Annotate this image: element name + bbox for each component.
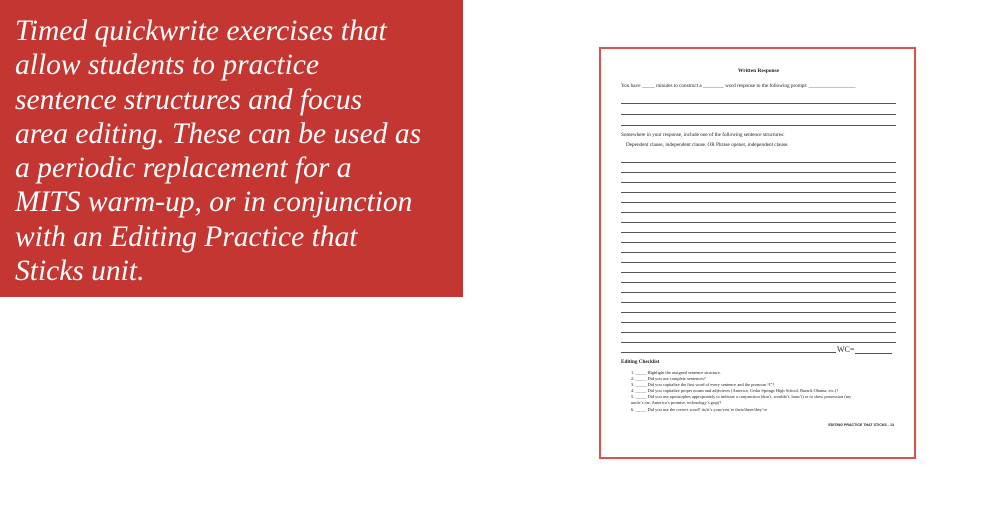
sentence-structure-options: Dependent clause, independent clause. OR Phrase opener, independent clause.: [626, 142, 789, 148]
writing-line: [621, 242, 896, 243]
word-count-label: WC=: [837, 345, 855, 354]
worksheet-footer: EDITING PRACTICE THAT STICKS - 13: [828, 423, 894, 427]
writing-line: [621, 252, 896, 253]
caption-line: Sticks unit.: [15, 255, 145, 288]
checklist-item: 4. _____ Did you capitalize proper nouns and adjectives (America, Cedar Springs High School, Barack Obama, etc.)?: [631, 388, 839, 393]
caption-line: sentence structures and focus: [15, 83, 363, 116]
caption-line: with an Editing Practice that: [15, 220, 358, 253]
writing-line: [621, 332, 896, 333]
caption-line: allow students to practice: [15, 49, 319, 82]
worksheet-title: Written Response: [737, 68, 780, 74]
writing-line: [621, 272, 896, 273]
worksheet-page: [621, 68, 896, 427]
caption-line: area editing. These can be used as: [15, 117, 422, 150]
writing-line: [621, 262, 896, 263]
caption-line: Timed quickwrite exercises that: [15, 15, 387, 47]
checklist-item: 5. _____ Did you use apostrophes appropriately to indicate a conjunction (don’t, wouldn’t, hasn’t) or to show possession (my: [631, 394, 852, 399]
worksheet-prompt: You have _____ minutes to construct a ________ word response to the following prompt: __________________: [621, 83, 856, 89]
writing-line: [621, 282, 896, 283]
caption-panel: [0, 0, 463, 297]
writing-line: [621, 222, 896, 223]
writing-line: [621, 352, 836, 353]
caption-text: [15, 14, 460, 288]
writing-line: [621, 232, 896, 233]
writing-line: [621, 292, 896, 293]
checklist-item: 1. _____ Highlight the assigned sentence structure.: [631, 370, 721, 375]
response-line: [621, 114, 896, 115]
worksheet-thumbnail: [599, 47, 916, 459]
writing-line: [621, 202, 896, 203]
writing-line: [621, 192, 896, 193]
worksheet-instruction: Somewhere in your response, include one of the following sentence structures:: [621, 132, 785, 138]
writing-line: [621, 172, 896, 173]
writing-line: [621, 182, 896, 183]
writing-line: [621, 342, 896, 343]
word-count-blank: [855, 353, 892, 354]
response-line: [621, 103, 896, 104]
checklist-item: 3. _____ Did you capitalize the first word of every sentence and the pronoun “I”?: [631, 382, 775, 387]
caption-line: a periodic replacement for a: [15, 152, 352, 185]
response-line: [621, 125, 896, 126]
writing-line: [621, 312, 896, 313]
writing-line: [621, 162, 896, 163]
checklist-title: Editing Checklist: [621, 359, 660, 365]
caption-line: MITS warm-up, or in conjunction: [15, 186, 413, 219]
checklist-item: 6. _____ Did you use the correct word? its/it’s your/you’re their/there/they’re: [631, 407, 767, 412]
writing-line: [621, 212, 896, 213]
writing-line: [621, 322, 896, 323]
checklist-item: uncle’s car, America’s promise, technology’s grip)?: [631, 400, 722, 405]
checklist-item: 2. _____ Did you use complete sentences?: [631, 376, 706, 381]
writing-line: [621, 302, 896, 303]
